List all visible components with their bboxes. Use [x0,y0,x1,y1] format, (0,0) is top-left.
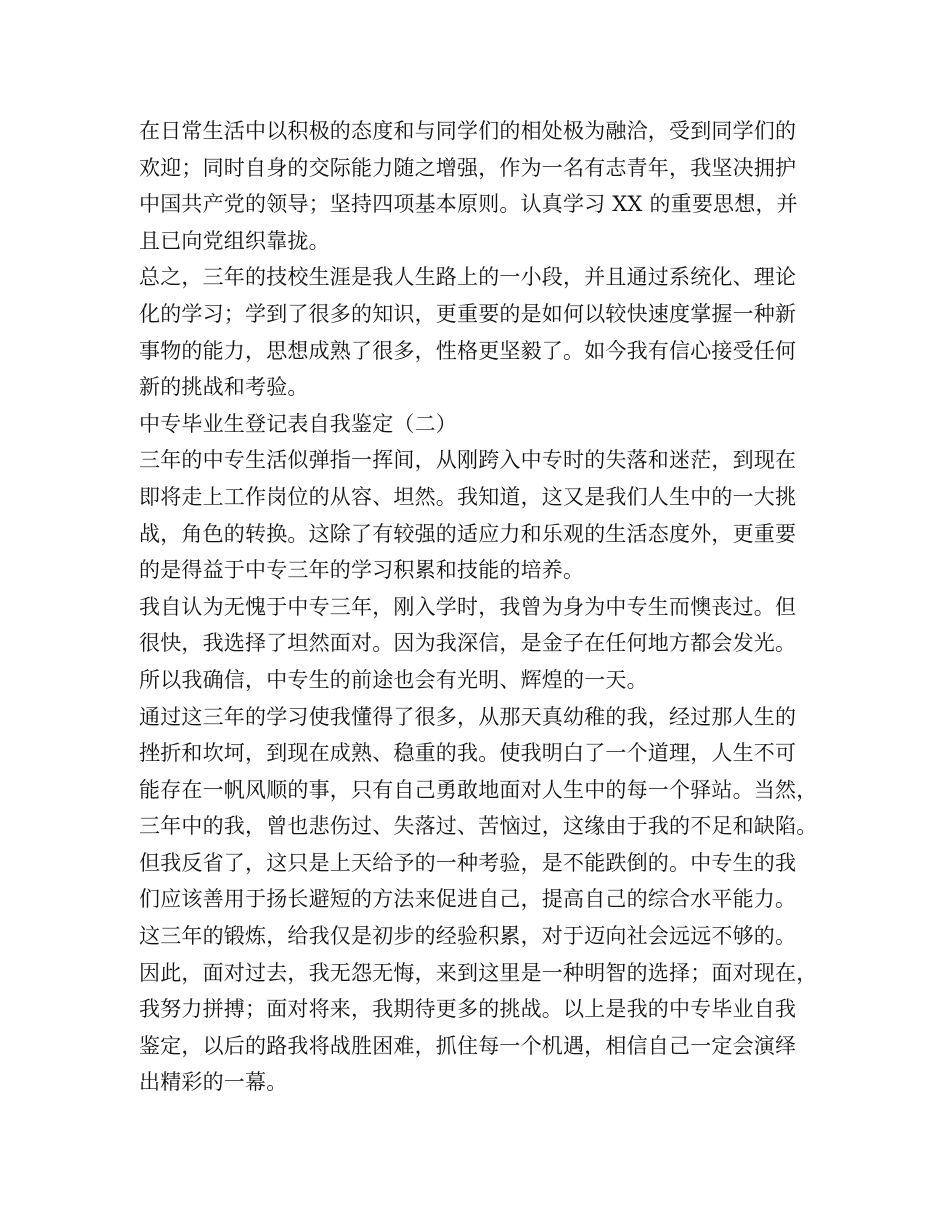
text-line: 战，角色的转换。这除了有较强的适应力和乐观的生活态度外，更重要 [139,521,797,546]
text-line: 鉴定，以后的路我将战胜困难，抓住每一个机遇，相信自己一定会演绎 [139,1033,797,1058]
text-line: 化的学习；学到了很多的知识，更重要的是如何以较快速度掌握一种新 [139,301,797,326]
text-line: 出精彩的一幕。 [139,1070,288,1095]
text-line: 的是得益于中专三年的学习积累和技能的培养。 [139,558,585,583]
section-heading: 中专毕业生登记表自我鉴定（二） [139,411,457,436]
text-line: 通过这三年的学习使我懂得了很多，从那天真幼稚的我，经过那人生的 [139,704,797,729]
body-text [139,113,839,1101]
text-line: 欢迎；同时自身的交际能力随之增强，作为一名有志青年，我坚决拥护 [139,155,797,180]
text-line: 我努力拼搏；面对将来，我期待更多的挑战。以上是我的中专毕业自我 [139,997,797,1022]
text-line: 所以我确信，中专生的前途也会有光明、辉煌的一天。 [139,667,648,692]
text-line: 中国共产党的领导；坚持四项基本原则。认真学习 XX 的重要思想，并 [139,192,798,217]
text-line: 很快，我选择了坦然面对。因为我深信，是金子在任何地方都会发光。 [139,631,797,656]
text-line: 们应该善用于扬长避短的方法来促进自己，提高自己的综合水平能力。 [139,887,797,912]
text-line: 且已向党组织靠拢。 [139,228,330,253]
text-line: 总之，三年的技校生涯是我人生路上的一小段，并且通过系统化、理论 [139,265,797,290]
text-line: 新的挑战和考验。 [139,375,309,400]
text-line: 能存在一帆风顺的事，只有自己勇敢地面对人生中的每一个驿站。当然， [139,777,818,802]
text-line: 三年中的我，曾也悲伤过、失落过、苦恼过，这缘由于我的不足和缺陷。 [139,814,818,839]
text-line: 即将走上工作岗位的从容、坦然。我知道，这又是我们人生中的一大挑 [139,484,797,509]
text-line: 但我反省了，这只是上天给予的一种考验，是不能跌倒的。中专生的我 [139,850,797,875]
text-line: 我自认为无愧于中专三年，刚入学时，我曾为身为中专生而懊丧过。但 [139,594,797,619]
text-line: 在日常生活中以积极的态度和与同学们的相处极为融洽，受到同学们的 [139,119,797,143]
text-line: 挫折和坎坷，到现在成熟、稳重的我。使我明白了一个道理，人生不可 [139,741,797,766]
text-line: 这三年的锻炼，给我仅是初步的经验积累，对于迈向社会远远不够的。 [139,924,797,949]
text-line: 三年的中专生活似弹指一挥间，从刚跨入中专时的失落和迷茫，到现在 [139,448,797,473]
text-line: 事物的能力，思想成熟了很多，性格更坚毅了。如今我有信心接受任何 [139,338,797,363]
text-line: 因此，面对过去，我无怨无悔，来到这里是一种明智的选择；面对现在， [139,960,818,985]
